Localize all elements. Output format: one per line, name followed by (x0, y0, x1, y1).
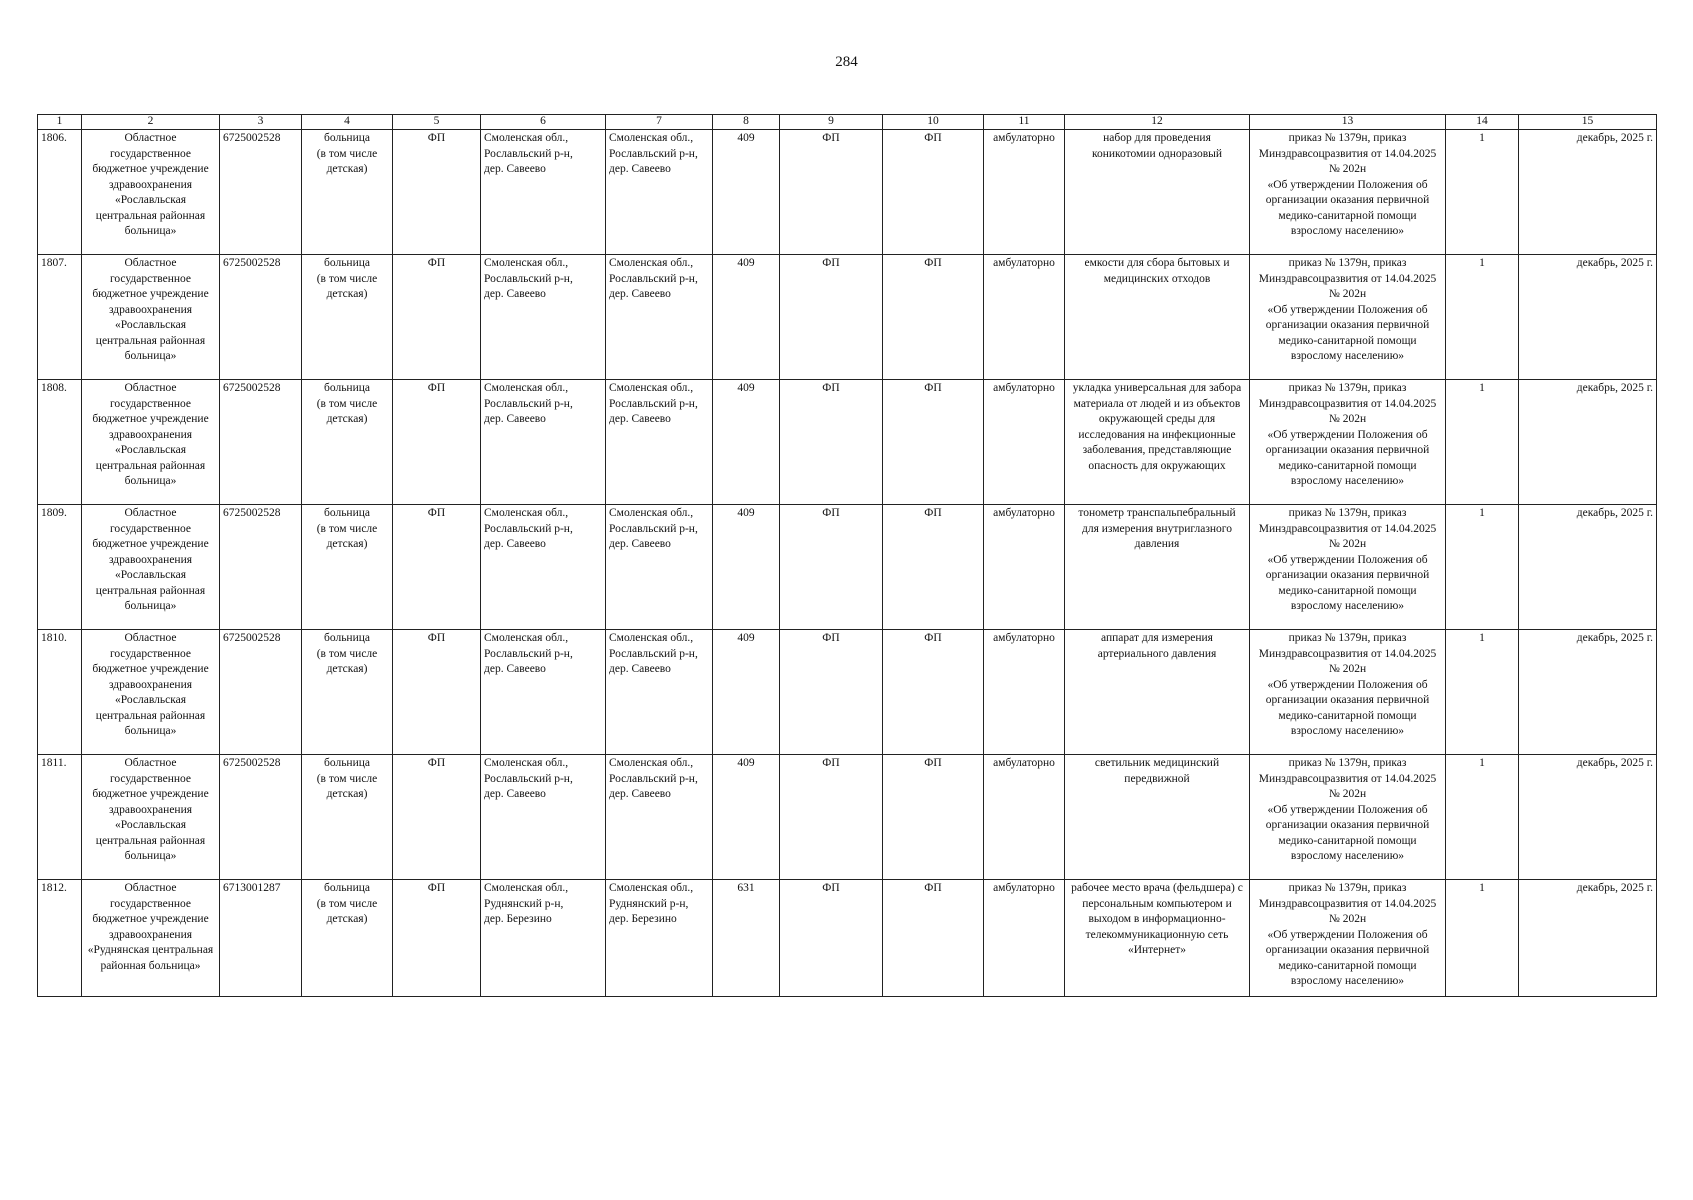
quantity: 1 (1446, 130, 1519, 255)
address-secondary: Смоленская обл., Рославльский р-н, дер. Савеево (606, 505, 713, 630)
facility-type: больница (в том числе детская) (302, 505, 393, 630)
care-mode: амбулаторно (984, 755, 1065, 880)
column-header: 3 (220, 115, 302, 130)
legal-basis: приказ № 1379н, приказ Минздравсоцразвития от 14.04.2025 № 202н «Об утверждении Положения об организации оказания первичной медико-санитарной помощи взрослому населению» (1250, 505, 1446, 630)
equipment-name: рабочее место врача (фельдшера) с персональным компьютером и выходом в информационно- телекоммуникационную сеть «Интернет» (1065, 880, 1250, 997)
column-header: 6 (481, 115, 606, 130)
table-row (38, 755, 1657, 880)
column-9-value: ФП (780, 755, 883, 880)
table-row (38, 630, 1657, 755)
row-number: 1810. (38, 630, 82, 755)
address-secondary: Смоленская обл., Рославльский р-н, дер. Савеево (606, 380, 713, 505)
equipment-name: светильник медицинский передвижной (1065, 755, 1250, 880)
address-primary: Смоленская обл., Рославльский р-н, дер. Савеево (481, 130, 606, 255)
due-date: декабрь, 2025 г. (1519, 755, 1657, 880)
row-number: 1811. (38, 755, 82, 880)
row-number: 1807. (38, 255, 82, 380)
column-header: 15 (1519, 115, 1657, 130)
inn-value: 6725002528 (220, 255, 302, 380)
column-9-value: ФП (780, 505, 883, 630)
row-number: 1809. (38, 505, 82, 630)
table-row (38, 380, 1657, 505)
column-header: 9 (780, 115, 883, 130)
column-header: 12 (1065, 115, 1250, 130)
due-date: декабрь, 2025 г. (1519, 630, 1657, 755)
organization-name: Областное государственное бюджетное учреждение здравоохранения «Рославльская центральная районная больница» (82, 755, 220, 880)
column-10-value: ФП (883, 755, 984, 880)
column-header: 10 (883, 115, 984, 130)
legal-basis: приказ № 1379н, приказ Минздравсоцразвития от 14.04.2025 № 202н «Об утверждении Положения об организации оказания первичной медико-санитарной помощи взрослому населению» (1250, 630, 1446, 755)
organization-name: Областное государственное бюджетное учреждение здравоохранения «Рославльская центральная районная больница» (82, 630, 220, 755)
column-10-value: ФП (883, 880, 984, 997)
quantity: 1 (1446, 255, 1519, 380)
equipment-name: тонометр транспальпебральный для измерения внутриглазного давления (1065, 505, 1250, 630)
address-primary: Смоленская обл., Рославльский р-н, дер. Савеево (481, 505, 606, 630)
row-number: 1812. (38, 880, 82, 997)
quantity: 1 (1446, 630, 1519, 755)
organization-name: Областное государственное бюджетное учреждение здравоохранения «Рославльская центральная районная больница» (82, 130, 220, 255)
code-value: 409 (713, 380, 780, 505)
unit-type: ФП (393, 880, 481, 997)
code-value: 409 (713, 630, 780, 755)
quantity: 1 (1446, 880, 1519, 997)
care-mode: амбулаторно (984, 880, 1065, 997)
due-date: декабрь, 2025 г. (1519, 880, 1657, 997)
inn-value: 6725002528 (220, 130, 302, 255)
facility-type: больница (в том числе детская) (302, 755, 393, 880)
address-secondary: Смоленская обл., Рославльский р-н, дер. Савеево (606, 130, 713, 255)
column-10-value: ФП (883, 380, 984, 505)
inn-value: 6713001287 (220, 880, 302, 997)
organization-name: Областное государственное бюджетное учреждение здравоохранения «Рославльская центральная районная больница» (82, 505, 220, 630)
due-date: декабрь, 2025 г. (1519, 130, 1657, 255)
address-secondary: Смоленская обл., Рославльский р-н, дер. Савеево (606, 255, 713, 380)
inn-value: 6725002528 (220, 505, 302, 630)
legal-basis: приказ № 1379н, приказ Минздравсоцразвития от 14.04.2025 № 202н «Об утверждении Положения об организации оказания первичной медико-санитарной помощи взрослому населению» (1250, 255, 1446, 380)
equipment-name: аппарат для измерения артериального давления (1065, 630, 1250, 755)
address-primary: Смоленская обл., Рославльский р-н, дер. Савеево (481, 630, 606, 755)
column-header: 11 (984, 115, 1065, 130)
quantity: 1 (1446, 380, 1519, 505)
column-9-value: ФП (780, 880, 883, 997)
care-mode: амбулаторно (984, 505, 1065, 630)
column-header: 1 (38, 115, 82, 130)
table-row (38, 505, 1657, 630)
unit-type: ФП (393, 130, 481, 255)
code-value: 409 (713, 755, 780, 880)
column-header: 4 (302, 115, 393, 130)
equipment-name: набор для проведения коникотомии одноразовый (1065, 130, 1250, 255)
row-number: 1808. (38, 380, 82, 505)
legal-basis: приказ № 1379н, приказ Минздравсоцразвития от 14.04.2025 № 202н «Об утверждении Положения об организации оказания первичной медико-санитарной помощи взрослому населению» (1250, 380, 1446, 505)
unit-type: ФП (393, 255, 481, 380)
address-primary: Смоленская обл., Рославльский р-н, дер. Савеево (481, 380, 606, 505)
unit-type: ФП (393, 755, 481, 880)
inn-value: 6725002528 (220, 630, 302, 755)
code-value: 631 (713, 880, 780, 997)
address-primary: Смоленская обл., Рославльский р-н, дер. Савеево (481, 255, 606, 380)
column-header: 2 (82, 115, 220, 130)
inn-value: 6725002528 (220, 380, 302, 505)
address-secondary: Смоленская обл., Рославльский р-н, дер. Савеево (606, 630, 713, 755)
table-row (38, 130, 1657, 255)
organization-name: Областное государственное бюджетное учреждение здравоохранения «Рославльская центральная районная больница» (82, 255, 220, 380)
column-header: 8 (713, 115, 780, 130)
column-header: 13 (1250, 115, 1446, 130)
table-row (38, 255, 1657, 380)
facility-type: больница (в том числе детская) (302, 255, 393, 380)
column-9-value: ФП (780, 130, 883, 255)
column-header: 5 (393, 115, 481, 130)
address-secondary: Смоленская обл., Руднянский р-н, дер. Березино (606, 880, 713, 997)
equipment-name: емкости для сбора бытовых и медицинских отходов (1065, 255, 1250, 380)
column-9-value: ФП (780, 630, 883, 755)
facility-type: больница (в том числе детская) (302, 130, 393, 255)
quantity: 1 (1446, 755, 1519, 880)
register-table (37, 114, 1657, 997)
due-date: декабрь, 2025 г. (1519, 380, 1657, 505)
quantity: 1 (1446, 505, 1519, 630)
column-10-value: ФП (883, 630, 984, 755)
facility-type: больница (в том числе детская) (302, 630, 393, 755)
due-date: декабрь, 2025 г. (1519, 505, 1657, 630)
due-date: декабрь, 2025 г. (1519, 255, 1657, 380)
unit-type: ФП (393, 380, 481, 505)
unit-type: ФП (393, 505, 481, 630)
care-mode: амбулаторно (984, 130, 1065, 255)
column-header: 14 (1446, 115, 1519, 130)
row-number: 1806. (38, 130, 82, 255)
unit-type: ФП (393, 630, 481, 755)
column-9-value: ФП (780, 255, 883, 380)
column-10-value: ФП (883, 255, 984, 380)
care-mode: амбулаторно (984, 255, 1065, 380)
facility-type: больница (в том числе детская) (302, 380, 393, 505)
column-10-value: ФП (883, 130, 984, 255)
column-9-value: ФП (780, 380, 883, 505)
code-value: 409 (713, 130, 780, 255)
code-value: 409 (713, 255, 780, 380)
care-mode: амбулаторно (984, 380, 1065, 505)
page-number: 284 (835, 54, 858, 70)
organization-name: Областное государственное бюджетное учреждение здравоохранения «Рославльская центральная районная больница» (82, 380, 220, 505)
legal-basis: приказ № 1379н, приказ Минздравсоцразвития от 14.04.2025 № 202н «Об утверждении Положения об организации оказания первичной медико-санитарной помощи взрослому населению» (1250, 880, 1446, 997)
organization-name: Областное государственное бюджетное учреждение здравоохранения «Руднянская центральная районная больница» (82, 880, 220, 997)
address-primary: Смоленская обл., Рославльский р-н, дер. Савеево (481, 755, 606, 880)
header-row (38, 115, 1657, 130)
equipment-name: укладка универсальная для забора материала от людей и из объектов окружающей среды для исследования на инфекционные заболевания, представляющие опасность для окружающих (1065, 380, 1250, 505)
facility-type: больница (в том числе детская) (302, 880, 393, 997)
legal-basis: приказ № 1379н, приказ Минздравсоцразвития от 14.04.2025 № 202н «Об утверждении Положения об организации оказания первичной медико-санитарной помощи взрослому населению» (1250, 130, 1446, 255)
address-secondary: Смоленская обл., Рославльский р-н, дер. Савеево (606, 755, 713, 880)
inn-value: 6725002528 (220, 755, 302, 880)
address-primary: Смоленская обл., Руднянский р-н, дер. Березино (481, 880, 606, 997)
code-value: 409 (713, 505, 780, 630)
care-mode: амбулаторно (984, 630, 1065, 755)
column-header: 7 (606, 115, 713, 130)
table-row (38, 880, 1657, 997)
legal-basis: приказ № 1379н, приказ Минздравсоцразвития от 14.04.2025 № 202н «Об утверждении Положения об организации оказания первичной медико-санитарной помощи взрослому населению» (1250, 755, 1446, 880)
column-10-value: ФП (883, 505, 984, 630)
